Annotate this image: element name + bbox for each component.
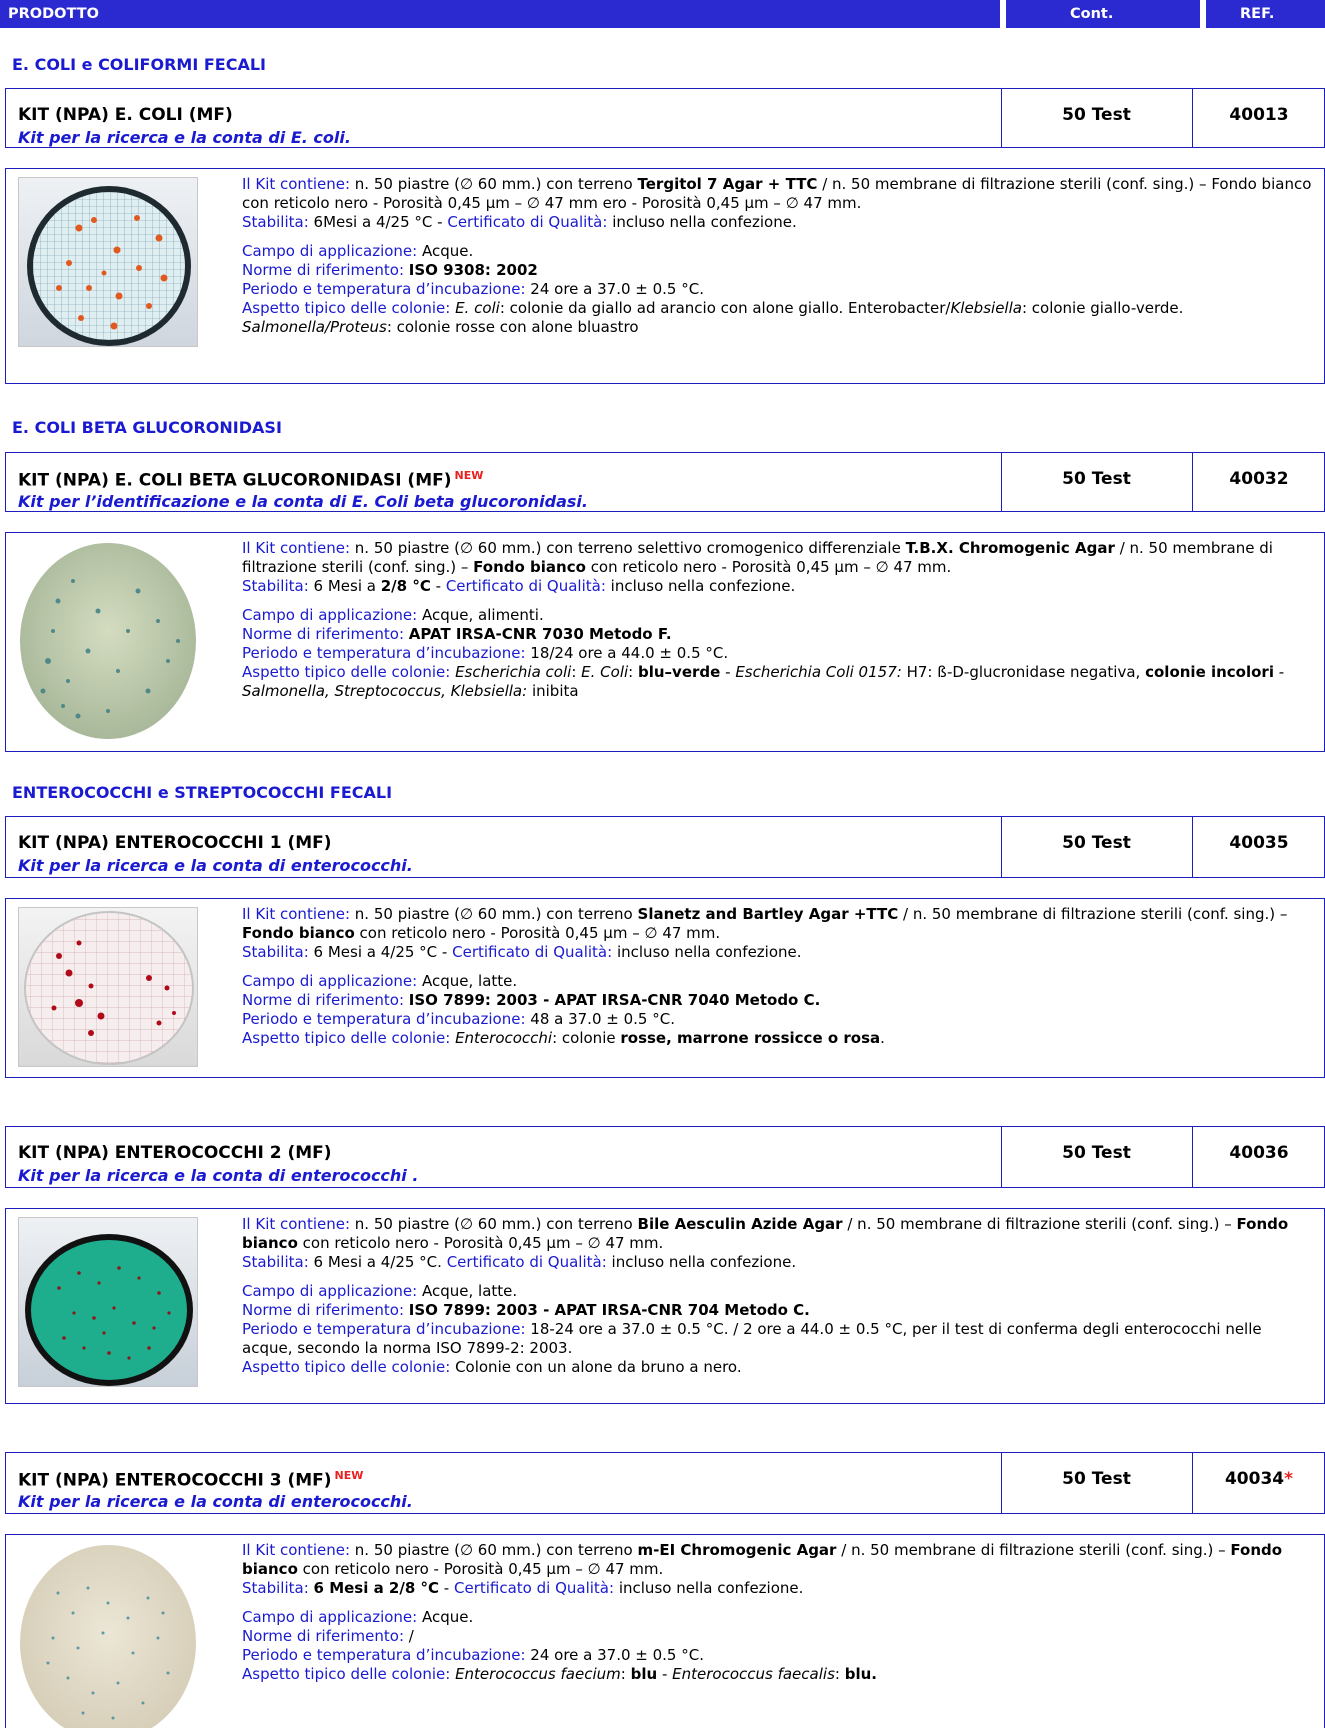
field-value: Acque.: [422, 1608, 474, 1626]
section-title-ecoli: E. COLI e COLIFORMI FECALI: [12, 55, 266, 74]
label-incubation: Periodo e temperatura d’incubazione:: [242, 1320, 526, 1338]
kit-description-40032: [5, 532, 1325, 752]
label-aspect: Aspetto tipico delle colonie:: [242, 299, 451, 317]
kit-ref: 40013: [1229, 105, 1289, 125]
field-value: Acque.: [422, 242, 474, 260]
stability-value: 6 Mesi a: [313, 577, 376, 595]
aspect-text: inibita: [531, 682, 579, 700]
label-incubation: Periodo e temperatura d’incubazione:: [242, 644, 526, 662]
aspect-text: H7: ß-D-glucronidase negativa,: [906, 663, 1141, 681]
kit-ref: 40032: [1229, 469, 1289, 489]
kit-row-40035: [5, 816, 1325, 878]
norm-value: /: [408, 1627, 414, 1645]
kit-name: [18, 1469, 363, 1491]
field-value: Acque, latte.: [422, 972, 518, 990]
aspect-text: Enterococcus faecalis: [672, 1665, 835, 1683]
kit-name-text: KIT (NPA) E. COLI BETA GLUCORONIDASI (MF): [18, 470, 452, 491]
aspect-text: .: [880, 1029, 885, 1047]
kit-details: [242, 175, 1316, 337]
fondo-text: Fondo bianco: [242, 1541, 1283, 1578]
aspect-text: blu: [630, 1665, 658, 1683]
header-cont: Cont.: [1070, 6, 1114, 22]
aspect-text: E. coli: [455, 299, 500, 317]
label-field: Campo di applicazione:: [242, 606, 418, 624]
incubation-value: 48 a 37.0 ± 0.5 °C.: [530, 1010, 675, 1028]
separator: -: [435, 577, 442, 595]
label-norm: Norme di riferimento:: [242, 261, 405, 279]
label-stability: Stabilita:: [242, 1579, 309, 1597]
contains-text: / n. 50 membrane di filtrazione sterili (conf. sing.) –: [242, 539, 1273, 576]
kit-cont: 50 Test: [1062, 1143, 1131, 1163]
contains-text: con reticolo nero - Porosità 0,45 µm – ∅ 47 mm.: [359, 924, 721, 942]
fondo-text: Fondo bianco: [242, 924, 355, 942]
aspect-text: blu–verde: [638, 663, 721, 681]
aspect-text: Enterococchi: [455, 1029, 553, 1047]
new-badge: NEW: [334, 1469, 364, 1482]
medium-name: T.B.X. Chromogenic Agar: [905, 539, 1115, 557]
norm-value: APAT IRSA-CNR 7030 Metodo F.: [408, 625, 672, 643]
aspect-text: :: [834, 1665, 840, 1683]
aspect-text: Salmonella, Streptococcus, Klebsiella:: [242, 682, 528, 700]
stability-value: 6 Mesi a 4/25 °C.: [313, 1253, 442, 1271]
incubation-value: 24 ore a 37.0 ± 0.5 °C.: [530, 280, 704, 298]
label-stability: Stabilita:: [242, 577, 309, 595]
kit-name: KIT (NPA) ENTEROCOCCHI 1 (MF): [18, 833, 332, 853]
kit-name-text: KIT (NPA) ENTEROCOCCHI 3 (MF): [18, 1470, 332, 1491]
certificate-value: incluso nella confezione.: [610, 577, 796, 595]
certificate-value: incluso nella confezione.: [618, 1579, 804, 1597]
kit-cont: 50 Test: [1062, 469, 1131, 489]
label-aspect: Aspetto tipico delle colonie:: [242, 1665, 451, 1683]
label-certificate: Certificato di Qualità:: [452, 943, 613, 961]
incubation-value: 24 ore a 37.0 ± 0.5 °C.: [530, 1646, 704, 1664]
field-value: Acque, latte.: [422, 1282, 518, 1300]
label-field: Campo di applicazione:: [242, 1282, 418, 1300]
aspect-text: colonie incolori: [1145, 663, 1274, 681]
label-stability: Stabilita:: [242, 943, 309, 961]
contains-text: n. 50 piastre (∅ 60 mm.) con terreno selettivo cromogenico differenziale: [354, 539, 901, 557]
stability-value: 6 Mesi a 2/8 °C: [313, 1579, 440, 1597]
petri-dish-icon: [18, 1217, 198, 1387]
aspect-text: -: [725, 663, 731, 681]
kit-cont: 50 Test: [1062, 1469, 1131, 1489]
contains-text: n. 50 piastre (∅ 60 mm.) con terreno: [354, 905, 633, 923]
contains-text: con reticolo nero - Porosità 0,45 µm – ∅ 47 mm.: [302, 1560, 664, 1578]
petri-dish-icon: [18, 907, 198, 1067]
medium-name: Slanetz and Bartley Agar +TTC: [637, 905, 899, 923]
certificate-value: incluso nella confezione.: [611, 1253, 797, 1271]
kit-subtitle: Kit per la ricerca e la conta di E. coli.: [18, 128, 351, 147]
norm-value: ISO 7899: 2003 - APAT IRSA-CNR 704 Metodo C.: [408, 1301, 810, 1319]
label-contains: Il Kit contiene:: [242, 175, 351, 193]
stability-value: 6 Mesi a 4/25 °C -: [313, 943, 448, 961]
kit-details: [242, 905, 1316, 1048]
aspect-text: :: [628, 663, 634, 681]
kit-subtitle: Kit per la ricerca e la conta di enterococchi.: [18, 856, 413, 875]
label-contains: Il Kit contiene:: [242, 1215, 351, 1233]
label-certificate: Certificato di Qualità:: [446, 1253, 607, 1271]
norm-value: ISO 9308: 2002: [408, 261, 538, 279]
kit-description-40034: [5, 1534, 1325, 1728]
contains-text: / n. 50 membrane di filtrazione sterili (conf. sing.) –: [841, 1541, 1226, 1559]
kit-name: [18, 469, 483, 491]
new-badge: NEW: [454, 469, 484, 482]
certificate-value: incluso nella confezione.: [616, 943, 802, 961]
kit-ref: 40035: [1229, 833, 1289, 853]
contains-text: / n. 50 membrane di filtrazione sterili (conf. sing.) –: [847, 1215, 1232, 1233]
aspect-text: Escherichia coli: [455, 663, 572, 681]
aspect-text: Colonie con un alone da bruno a nero.: [455, 1358, 742, 1376]
kit-ref: [1192, 1469, 1325, 1489]
label-field: Campo di applicazione:: [242, 242, 418, 260]
contains-text: / n. 50 membrane di filtrazione sterili (conf. sing.) –: [903, 905, 1288, 923]
label-aspect: Aspetto tipico delle colonie:: [242, 1029, 451, 1047]
label-contains: Il Kit contiene:: [242, 905, 351, 923]
kit-details: [242, 1215, 1316, 1377]
field-value: Acque, alimenti.: [422, 606, 544, 624]
aspect-text: :: [620, 1665, 626, 1683]
incubation-value: 18/24 ore a 44.0 ± 0.5 °C.: [530, 644, 729, 662]
header-divider: [1000, 0, 1006, 28]
stability-value: 2/8 °C: [380, 577, 431, 595]
kit-ref-text: 40034: [1224, 1469, 1285, 1489]
kit-subtitle: Kit per la ricerca e la conta di enterococchi.: [18, 1492, 413, 1511]
label-incubation: Periodo e temperatura d’incubazione:: [242, 280, 526, 298]
kit-row-40032: [5, 452, 1325, 512]
label-norm: Norme di riferimento:: [242, 625, 405, 643]
label-contains: Il Kit contiene:: [242, 1541, 351, 1559]
aspect-text: : colonie: [552, 1029, 616, 1047]
norm-value: ISO 7899: 2003 - APAT IRSA-CNR 7040 Metodo C.: [408, 991, 821, 1009]
aspect-text: Escherichia Coli 0157:: [735, 663, 902, 681]
aspect-text: Klebsiella: [950, 299, 1022, 317]
kit-row-40036: [5, 1126, 1325, 1188]
aspect-text: blu.: [844, 1665, 877, 1683]
section-title-entero: ENTEROCOCCHI e STREPTOCOCCHI FECALI: [12, 783, 393, 802]
certificate-value: incluso nella confezione.: [612, 213, 797, 231]
aspect-text: : colonie da giallo ad arancio con alone giallo. Enterobacter/: [499, 299, 951, 317]
table-header: [0, 0, 1325, 28]
aspect-text: -: [1278, 663, 1285, 681]
kit-subtitle: Kit per la ricerca e la conta di enterococchi .: [18, 1166, 419, 1185]
label-norm: Norme di riferimento:: [242, 1301, 405, 1319]
medium-name: Tergitol 7 Agar + TTC: [637, 175, 818, 193]
kit-subtitle: Kit per l’identificazione e la conta di E. Coli beta glucoronidasi.: [18, 492, 588, 511]
label-incubation: Periodo e temperatura d’incubazione:: [242, 1646, 526, 1664]
aspect-text: -: [661, 1665, 668, 1683]
label-aspect: Aspetto tipico delle colonie:: [242, 1358, 451, 1376]
kit-cont: 50 Test: [1062, 833, 1131, 853]
header-divider: [1200, 0, 1206, 28]
kit-description-40035: [5, 898, 1325, 1078]
label-norm: Norme di riferimento:: [242, 1627, 405, 1645]
label-stability: Stabilita:: [242, 1253, 309, 1271]
stability-value: 6Mesi a 4/25 °C -: [313, 213, 443, 231]
label-certificate: Certificato di Qualità:: [445, 577, 606, 595]
petri-dish-icon: [18, 541, 198, 741]
aspect-text: Enterococcus faecium: [455, 1665, 621, 1683]
fondo-text: Fondo bianco: [473, 558, 586, 576]
label-incubation: Periodo e temperatura d’incubazione:: [242, 1010, 526, 1028]
medium-name: Bile Aesculin Azide Agar: [637, 1215, 843, 1233]
separator: -: [443, 1579, 450, 1597]
contains-text: con reticolo nero - Porosità 0,45 µm – ∅ 47 mm.: [590, 558, 952, 576]
kit-details: [242, 539, 1316, 701]
kit-ref: 40036: [1229, 1143, 1289, 1163]
aspect-text: : colonie giallo-verde.: [1021, 299, 1184, 317]
medium-name: m-EI Chromogenic Agar: [637, 1541, 837, 1559]
kit-row-40013: [5, 88, 1325, 148]
incubation-value: 18-24 ore a 37.0 ± 0.5 °C. / 2 ore a 44.0 ± 0.5 °C, per il test di conferma degli enterococchi nelle acque, secondo la norma ISO 7899-2: 2003.: [242, 1320, 1262, 1357]
label-certificate: Certificato di Qualità:: [447, 213, 608, 231]
kit-name: KIT (NPA) E. COLI (MF): [18, 105, 233, 125]
header-product: PRODOTTO: [8, 6, 99, 22]
contains-text: n. 50 piastre (∅ 60 mm.) con terreno: [354, 1541, 633, 1559]
section-title-beta: E. COLI BETA GLUCORONIDASI: [12, 418, 282, 437]
aspect-text: : colonie rosse con alone bluastro: [386, 318, 639, 336]
contains-text: n. 50 piastre (∅ 60 mm.) con terreno: [354, 175, 633, 193]
label-field: Campo di applicazione:: [242, 1608, 418, 1626]
label-norm: Norme di riferimento:: [242, 991, 405, 1009]
kit-description-40013: [5, 168, 1325, 384]
contains-text: / n. 50 membrane di filtrazione sterili (conf. sing.) – Fondo bianco con reticolo nero - Porosità 0,45 µm – ∅ 47 mm ero - Porosità 0,45 µm – ∅ 47 mm.: [242, 175, 1312, 212]
petri-dish-icon: [18, 177, 198, 347]
kit-name: KIT (NPA) ENTEROCOCCHI 2 (MF): [18, 1143, 332, 1163]
kit-description-40036: [5, 1208, 1325, 1404]
aspect-text: Salmonella/Proteus: [242, 318, 387, 336]
petri-dish-icon: [18, 1543, 198, 1728]
label-aspect: Aspetto tipico delle colonie:: [242, 663, 451, 681]
contains-text: con reticolo nero - Porosità 0,45 µm – ∅ 47 mm.: [302, 1234, 664, 1252]
aspect-text: rosse, marrone rossicce o rosa: [620, 1029, 881, 1047]
header-ref: REF.: [1240, 6, 1275, 22]
label-field: Campo di applicazione:: [242, 972, 418, 990]
kit-cont: 50 Test: [1062, 105, 1131, 125]
contains-text: n. 50 piastre (∅ 60 mm.) con terreno: [354, 1215, 633, 1233]
label-certificate: Certificato di Qualità:: [454, 1579, 615, 1597]
label-contains: Il Kit contiene:: [242, 539, 351, 557]
kit-row-40034: [5, 1452, 1325, 1514]
fondo-text: Fondo bianco: [242, 1215, 1289, 1252]
label-stability: Stabilita:: [242, 213, 309, 231]
kit-details: [242, 1541, 1316, 1684]
ref-asterisk: *: [1284, 1469, 1294, 1489]
aspect-text: :: [571, 663, 577, 681]
aspect-text: E. Coli: [581, 663, 629, 681]
